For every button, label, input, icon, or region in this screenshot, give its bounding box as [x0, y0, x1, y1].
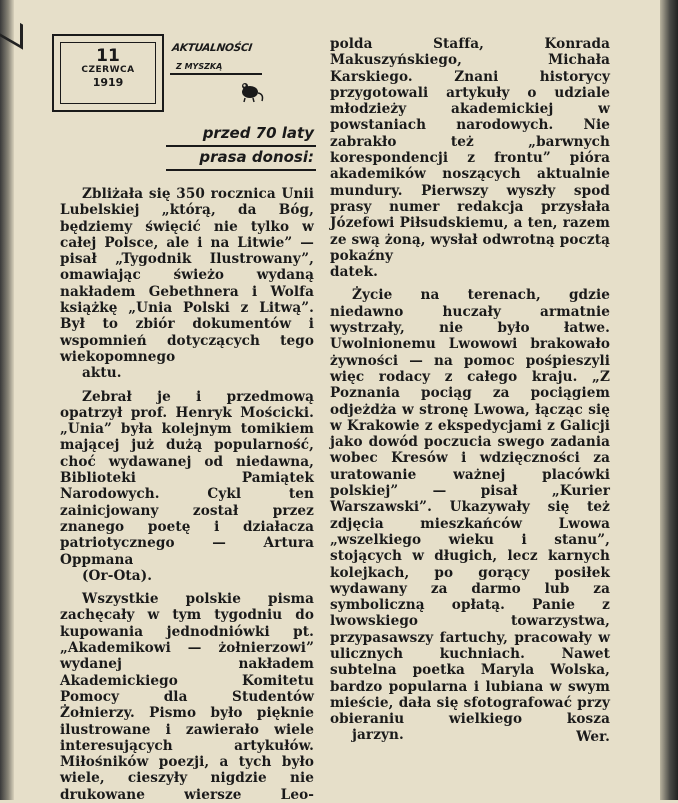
paragraph-body: Zbliżała się 350 rocznica Unii Lubelskiej „którą, da Bóg, będziemy święcić nie tylko w całej Polsce, ale i na Litwie” — pisał „Tygodnik Ilustrowany”, omawiając świeżo wydaną nakładem Gebethnera i Wolfa książkę „Unia Polski z Litwą”. Był to zbiór dokumentów i wspomnień dotyczących tego wiekopomnego [60, 186, 314, 365]
paragraph-last-line: (Or-Ota). [82, 567, 153, 584]
paragraph-last-line: datek. [330, 264, 378, 281]
mouse-icon [236, 74, 266, 104]
paragraph-body: polda Staffa, Konrada Makuszyńskiego, Michała Karskiego. Znani historycy przygotowali artykuły o udziale młodzieży akademickiej w powstaniach narodowych. Nie zabrakło też „barwnych korespondencji z frontu” pióra akademików noszących aktualnie mundury. Pierwszy wyszły spod prasy numer redakcja przysłała Józefowi Piłsudskiemu, a ten, razem ze swą żoną, wysłał odwrotną pocztą pokaźny [330, 36, 610, 264]
paragraph-body: Życie na terenach, gdzie niedawno huczały armatnie wystrzały, nie było łatwe. Uwolnionemu Lwowowi brakowało żywności — na pomoc pośpieszyli więc rodacy z całego kraju. „Z Poznania pociąg za pociągiem odjeżdża w stronę Lwowa, łącząc się w Krakowie z ekspedycjami z Galicji jako dowód poczucia swego zadania wobec Kresów i wdzięczności za uratowanie ważnej placówki polskiej” — pisał „Kurier Warszawski”. Ukazywały się też zdjęcia mieszkańców Lwowa „wszelkiego wieku i stanu”, stojących w długich, lecz karnych kolejkach, po gorący posiłek wydawany za darmo lub za symboliczną opłatą. Panie z lwowskiego towarzystwa, przypasawszy fartuchy, pracowały w ulicznych kuchniach. Nawet subtelna poetka Maryla Wolska, bardzo popularna i lubiana w swym mieście, dała się sfotografować przy obieraniu wielkiego kosza [330, 287, 610, 728]
author-signature: Wer. [576, 728, 610, 745]
scan-edge-left [0, 0, 14, 800]
article-column-1 [60, 186, 314, 803]
paragraph-body: Zebrał je i przedmową opatrzył prof. Henryk Mościcki. „Unia” była kolejnym tomikiem mającej już dużą popularność, choć wydawanej od niedawna, Biblioteki Pamiątek Narodowych. Cykl ten zainicjowany został przez znanego poetę i działacza patriotycznego — Artura Oppmana [60, 388, 314, 568]
paragraph-last-line: aktu. [82, 365, 122, 382]
article-column-2 [330, 36, 610, 745]
article-paragraph [60, 389, 314, 585]
paragraph-body: Wszystkie polskie pisma zachęcały w tym tygodniu do kupowania jednodniówki pt. „Akademikowi — żołnierzowi” wydanej nakładem Akademickiego Komitetu Pomocy dla Studentów Żołnierzy. Pismo było pięknie ilustrowane i zawierało wiele interesujących artykułów. Miłośników poezji, a tych było wiele, cieszyły nigdzie nie drukowane wiersze Leo- [60, 591, 314, 803]
logo-subtitle: Z MYSZKĄ [176, 62, 223, 71]
article-paragraph [60, 186, 314, 382]
logo-title: AKTUALNOŚCI [171, 42, 253, 54]
article-paragraph [330, 36, 610, 280]
column-logo [170, 40, 285, 110]
heading-press-reported: prasa donosi: [199, 148, 314, 166]
date-day: 11 [96, 46, 120, 66]
heading-rule [166, 145, 316, 147]
article-paragraph [330, 287, 610, 743]
scan-edge-right [660, 0, 678, 800]
article-paragraph [60, 591, 314, 803]
date-box [52, 34, 164, 112]
date-box-inner [60, 42, 156, 104]
heading-years-ago: przed 70 laty [202, 124, 314, 142]
date-month: CZERWCA [81, 65, 135, 75]
heading-rule-lower [166, 169, 316, 171]
date-year: 1919 [92, 76, 124, 89]
paragraph-last-line: jarzyn. [352, 727, 404, 744]
